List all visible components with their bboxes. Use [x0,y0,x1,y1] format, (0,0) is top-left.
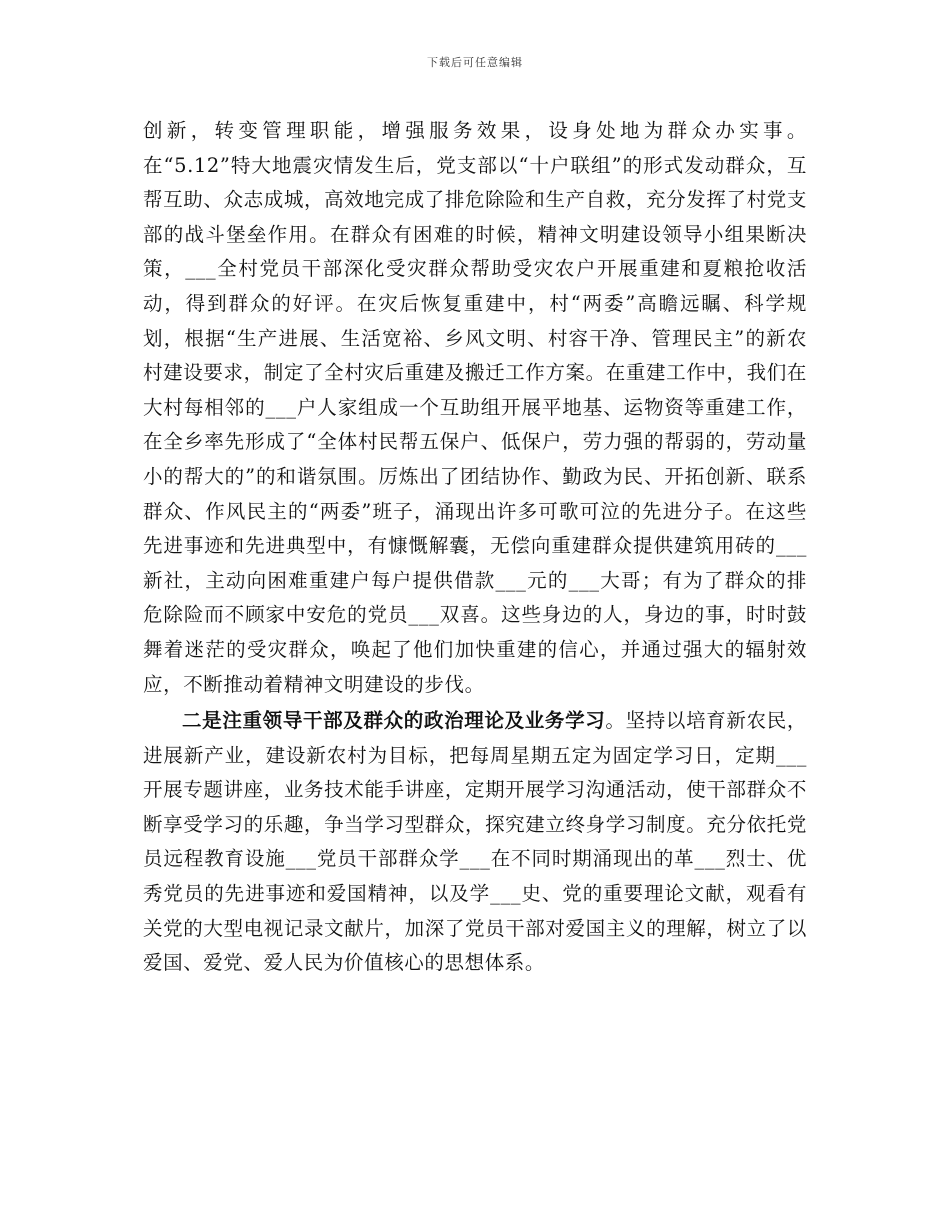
paragraph-2 [143,704,807,981]
page-header-note: 下载后可任意编辑 [427,56,523,69]
paragraph-2-heading: 二是注重领导干部及群众的政治理论及业务学习 [182,709,606,733]
paragraph-2-body: 。坚持以培育新农民，进展新产业，建设新农村为目标，把每周星期五定为固定学习日，定期___开展专题讲座，业务技术能手讲座，定期开展学习沟通活动，使干部群众不断享受学习的乐趣，争当学习型群众，探究建立终身学习制度。充分依托党员远程教育设施___党员干部群众学___在不同时期涌现出的革___烈士、优秀党员的先进事迹和爱国精神，以及学___史、党的重要理论文献，观看有关党的大型电视记录文献片，加深了党员干部对爱国主义的理解，树立了以爱国、爱党、爱人民为价值核心的思想体系。 [143,709,807,975]
paragraph-1: 创新，转变管理职能，增强服务效果，设身处地为群众办实事。在“5.12”特大地震灾情发生后，党支部以“十户联组”的形式发动群众，互帮互助、众志成城，高效地完成了排危除险和生产自救，充分发挥了村党支部的战斗堡垒作用。在群众有困难的时候，精神文明建设领导小组果断决策，___全村党员干部深化受灾群众帮助受灾农户开展重建和夏粮抢收活动，得到群众的好评。在灾后恢复重建中，村“两委”高瞻远瞩、科学规划，根据“生产进展、生活宽裕、乡风文明、村容干净、管理民主”的新农村建设要求，制定了全村灾后重建及搬迁工作方案。在重建工作中，我们在大村每相邻的___户人家组成一个互助组开展平地基、运物资等重建工作，在全乡率先形成了“全体村民帮五保户、低保户，劳力强的帮弱的，劳动量小的帮大的”的和谐氛围。厉炼出了团结协作、勤政为民、开拓创新、联系群众、作风民主的“两委”班子，涌现出许多可歌可泣的先进分子。在这些先进事迹和先进典型中，有慷慨解囊，无偿向重建群众提供建筑用砖的___新社，主动向困难重建户每户提供借款___元的___大哥；有为了群众的排危除险而不顾家中安危的党员___双喜。这些身边的人，身边的事，时时鼓舞着迷茫的受灾群众，唤起了他们加快重建的信心，并通过强大的辐射效应，不断推动着精神文明建设的步伐。 [143,119,807,696]
document-body [143,114,807,981]
